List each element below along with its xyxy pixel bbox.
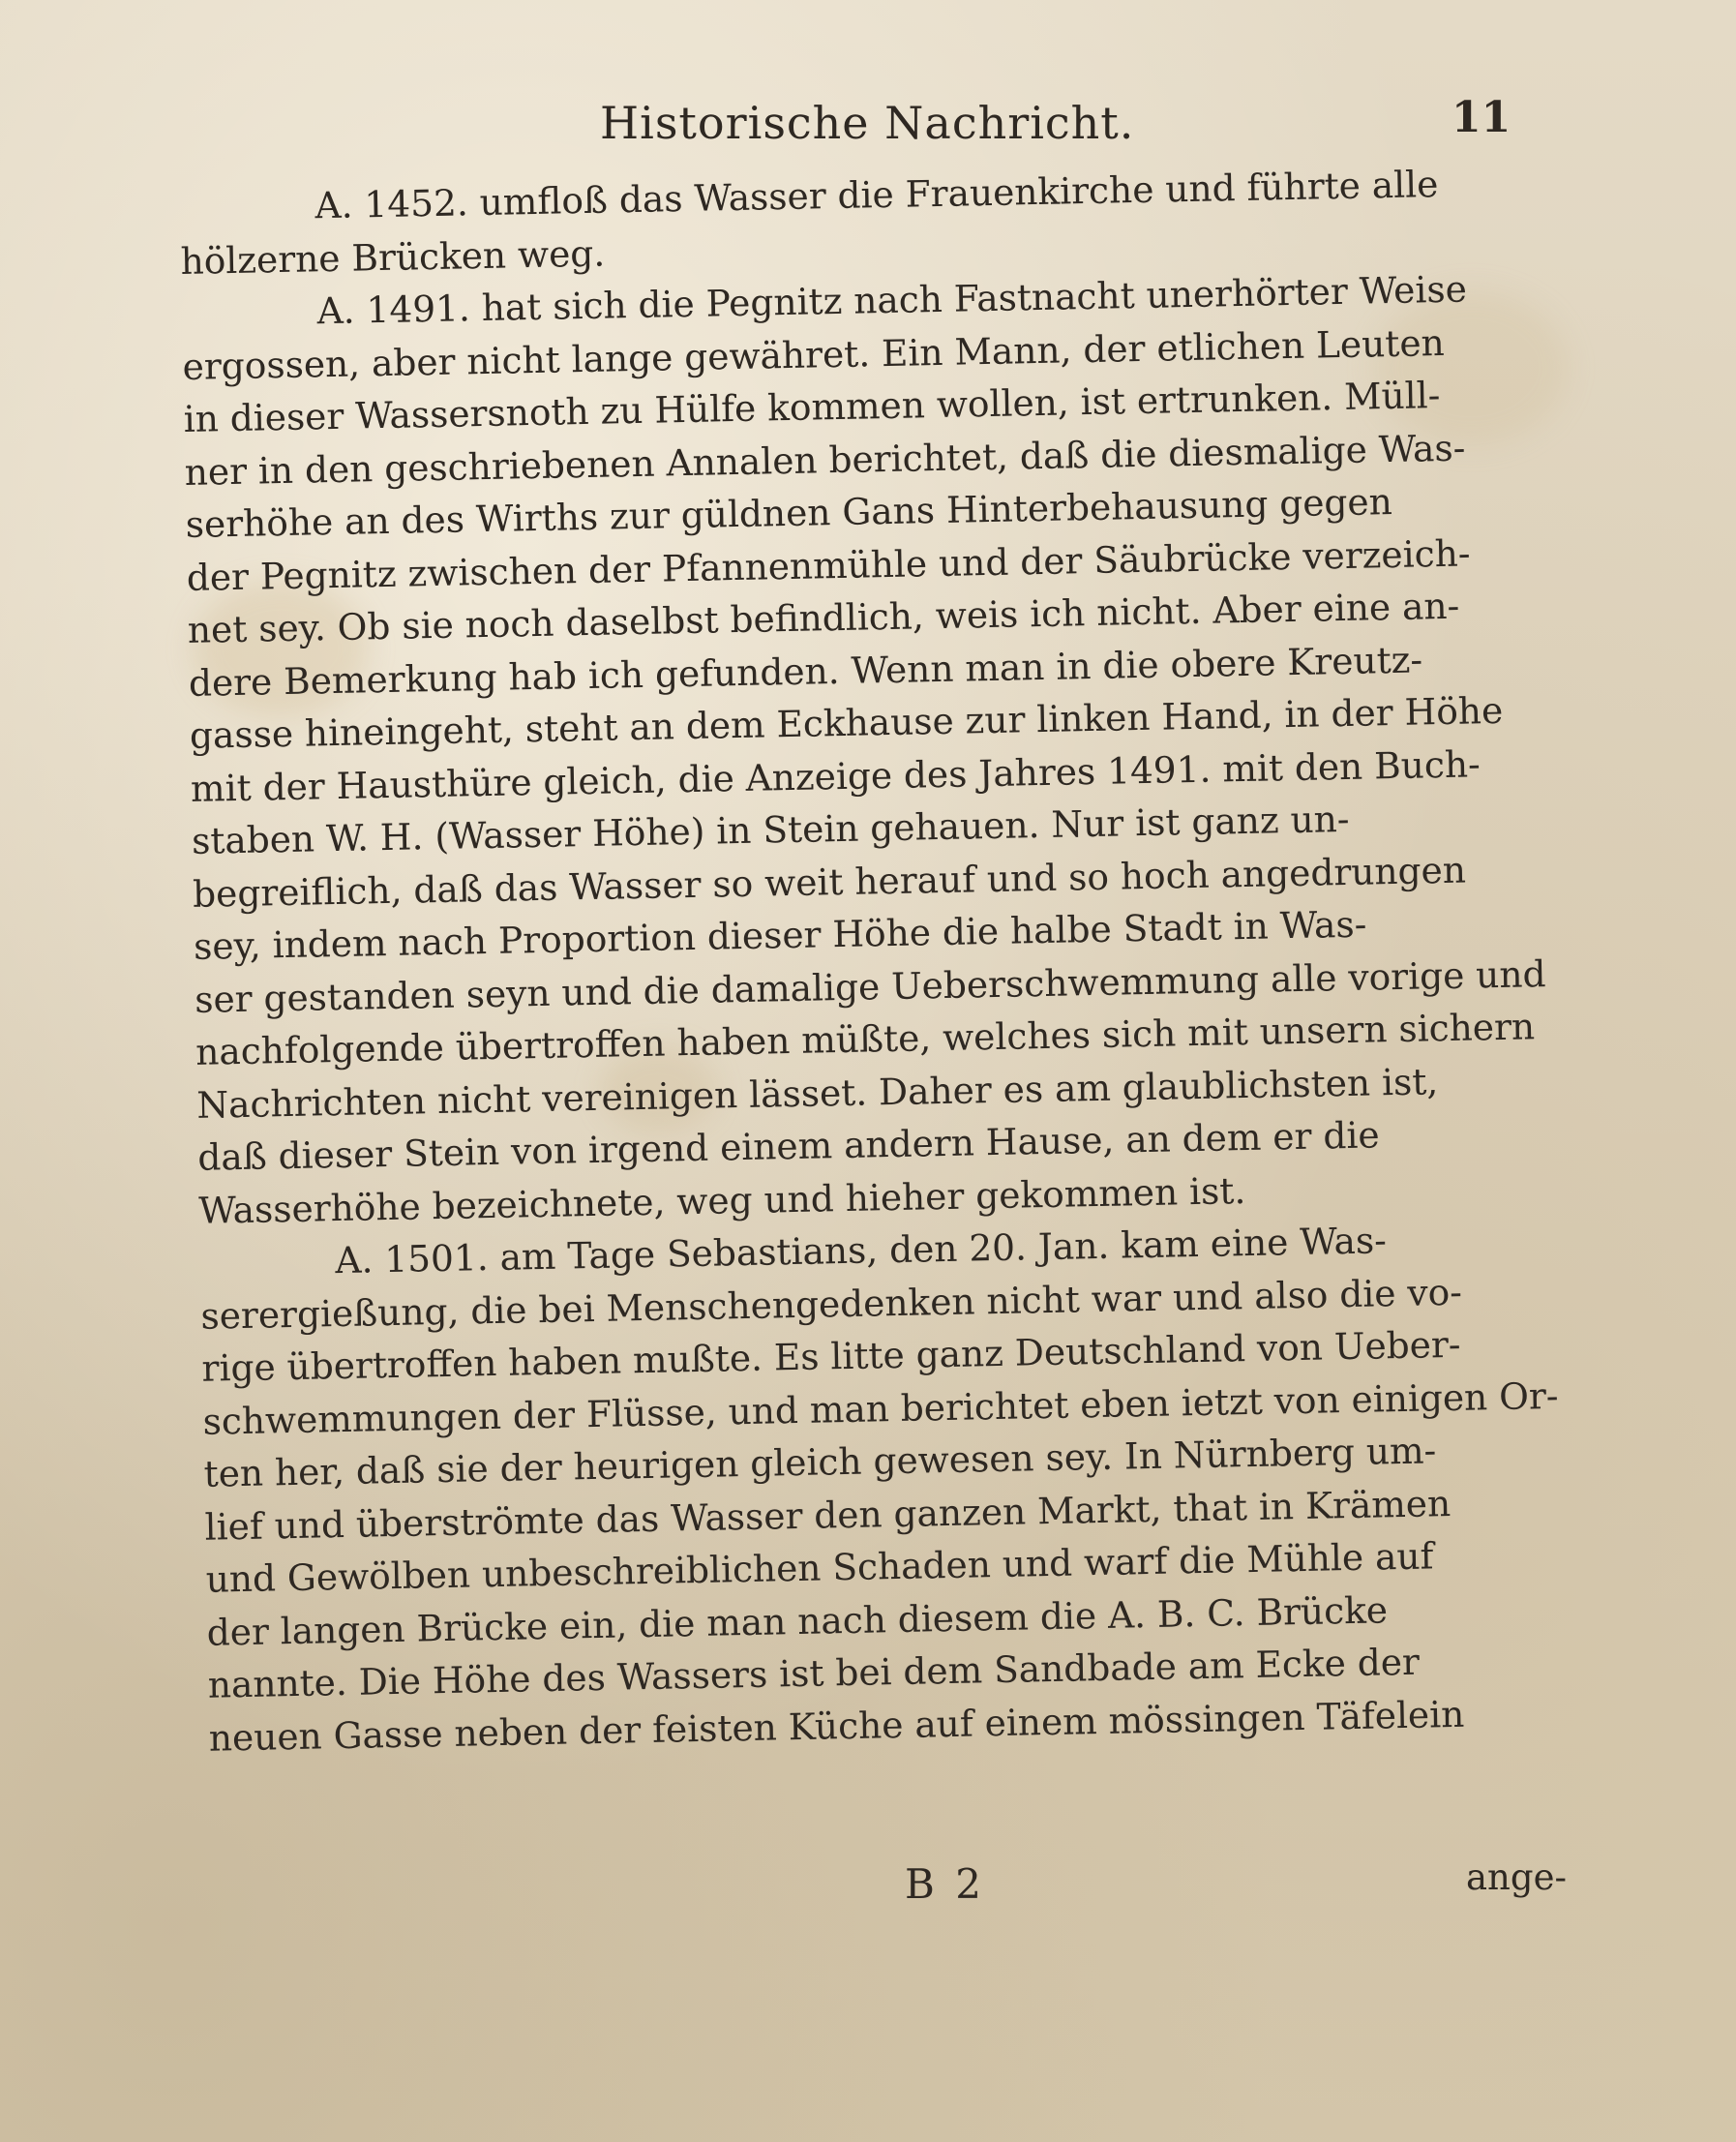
text-line: neuen Gasse neben der feisten Küche auf einem mössingen Täfelein xyxy=(208,1692,1465,1760)
text-line: serhöhe an des Wirths zur güldnen Gans Hinterbehausung gegen xyxy=(185,479,1393,546)
text-line: der langen Brücke ein, die man nach diesem die A. B. C. Brücke xyxy=(206,1587,1389,1654)
text-line: dere Bemerkung hab ich gefunden. Wenn man in die obere Kreutz- xyxy=(188,637,1423,705)
text-line: staben W. H. (Wasser Höhe) in Stein gehauen. Nur ist ganz un- xyxy=(191,797,1350,862)
text-line: daß dieser Stein von irgend einem andern Hause, an dem er die xyxy=(196,1113,1380,1179)
text-line: in dieser Wassersnoth zu Hülfe kommen wollen, ist ertrunken. Müll- xyxy=(183,374,1441,440)
page-number: 11 xyxy=(1452,93,1512,142)
text-line: ten her, daß sie der heurigen gleich gewesen sey. In Nürnberg um- xyxy=(203,1429,1437,1495)
text-line: A. 1491. hat sich die Pegnitz nach Fastnacht unerhörter Weise xyxy=(316,267,1468,333)
text-line: nachfolgende übertroffen haben müßte, welches sich mit unsern sichern xyxy=(195,1005,1536,1073)
text-line: A. 1452. umfloß das Wasser die Frauenkirche und führte alle xyxy=(314,163,1439,227)
text-line: A. 1501. am Tage Sebastians, den 20. Jan. kam eine Was- xyxy=(334,1219,1388,1282)
text-line: gasse hineingeht, steht an dem Eckhause zur linken Hand, in der Höhe xyxy=(189,688,1504,757)
text-line: rige übertroffen haben mußte. Es litte ganz Deutschland von Ueber- xyxy=(201,1322,1461,1390)
text-line: lief und überströmte das Wasser den ganzen Markt, that in Krämen xyxy=(204,1481,1452,1549)
running-title: Historische Nachricht. xyxy=(600,97,1135,149)
body-text xyxy=(179,155,1602,1764)
text-line: ergossen, aber nicht lange gewähret. Ein Mann, der etlichen Leuten xyxy=(182,320,1446,388)
text-line: serergießung, die bei Menschengedenken nicht war und also die vo- xyxy=(200,1270,1463,1338)
text-line: ner in den geschriebenen Annalen berichtet, daß die diesmalige Was- xyxy=(184,426,1466,494)
catchword: ange- xyxy=(1466,1856,1567,1898)
text-line: hölzerne Brücken weg. xyxy=(180,231,606,283)
text-line: mit der Hausthüre gleich, die Anzeige des Jahres 1491. mit den Buch- xyxy=(190,741,1482,810)
text-line: sey, indem nach Proportion dieser Höhe die halbe Stadt in Was- xyxy=(193,902,1367,968)
text-line: net sey. Ob sie noch daselbst befindlich, weis ich nicht. Aber eine an- xyxy=(187,584,1460,651)
text-line: der Pegnitz zwischen der Pfannenmühle und der Säubrücke verzeich- xyxy=(186,530,1471,599)
text-line: begreiflich, daß das Wasser so weit herauf und so hoch angedrungen xyxy=(192,848,1467,916)
text-line: nannte. Die Höhe des Wassers ist bei dem Sandbade am Ecke der xyxy=(207,1640,1421,1706)
text-line: ser gestanden seyn und die damalige Ueberschwemmung alle vorige und xyxy=(194,951,1546,1021)
text-line: schwemmungen der Flüsse, und man berichtet eben ietzt von einigen Or- xyxy=(202,1373,1559,1443)
text-line: Wasserhöhe bezeichnete, weg und hieher gekommen ist. xyxy=(197,1168,1246,1232)
text-line: und Gewölben unbeschreiblichen Schaden und warf die Mühle auf xyxy=(205,1534,1434,1601)
text-line: Nachrichten nicht vereinigen lässet. Daher es am glaublichsten ist, xyxy=(195,1059,1439,1127)
signature-mark: B 2 xyxy=(905,1860,985,1908)
